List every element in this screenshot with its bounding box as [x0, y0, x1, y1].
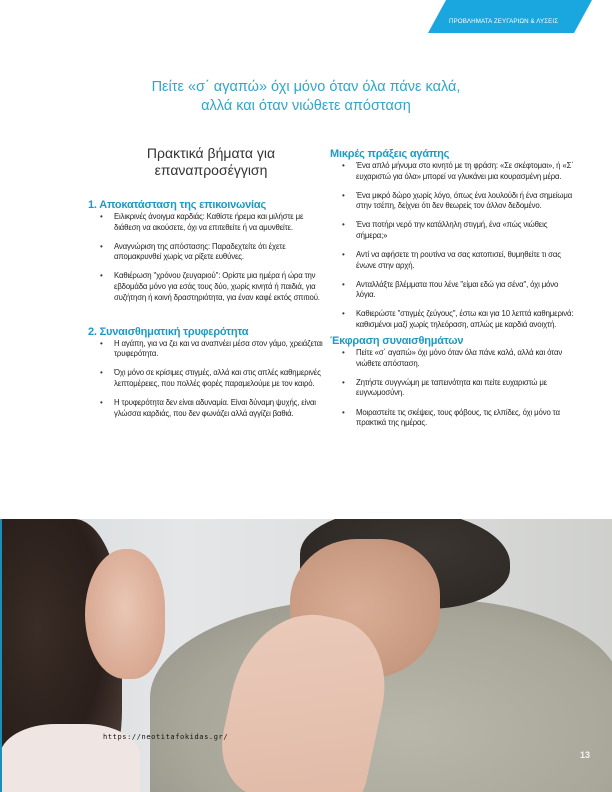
headline-line-2: αλλά και όταν νιώθετε απόσταση [201, 98, 411, 114]
left-column [88, 145, 328, 428]
list-item: • Καθιέρωση "χρόνου ζευγαριού": Ορίστε μια ημέρα ή ώρα την εβδομάδα μόνο για εσάς τους δύο, χωρίς κινητά ή παιδιά, για συζήτηση ή κοινή δραστηριότητα, για έναν καφέ εκτός σπιτιού. [100, 271, 328, 303]
header-banner [428, 0, 592, 33]
photo-woman-face [85, 549, 165, 679]
list-item: • Όχι μόνο σε κρίσιμες στιγμές, αλλά και στις απλές καθημερινές λεπτομέρειες, που πολλές φορές παραμελούμε με τον καιρό. [100, 368, 328, 389]
list-item: • Ένα ποτήρι νερό την κατάλληλη στιγμή, ένα «πώς νιώθεις σήμερα;» [342, 220, 575, 241]
list-item: • Η αγάπη, για να ζει και να αναπνέει μέσα στον γάμο, χρειάζεται τρυφερότητα. [100, 339, 328, 360]
section-title-expressing-feelings: Έκφραση συναισθημάτων [330, 335, 464, 348]
list-item: • Ένα απλό μήνυμα στο κινητό με τη φράση: «Σε σκέφτομαι», ή «Σ΄ ευχαριστώ για όλα» μπορεί να γλυκάνει μια κουρασμένη μέρα. [342, 161, 575, 182]
couple-photo [0, 519, 612, 792]
section-title-tenderness: 2. Συναισθηματική τρυφερότητα [88, 325, 249, 338]
bullet-list-tenderness [88, 339, 328, 420]
list-item: • Καθιερώστε "στιγμές ζεύγους", έστω και για 10 λεπτά καθημερινά: καθισμένοι μαζί χωρίς τηλεόραση, απλώς με καρδιά ανοιχτή. [342, 309, 575, 330]
page-headline [0, 78, 612, 116]
right-column [330, 148, 575, 437]
section-title-communication: 1. Αποκατάσταση της επικοινωνίας [88, 199, 267, 211]
source-url[interactable]: https://neotitafokidas.gr/ [103, 733, 229, 741]
section-subtitle [106, 145, 316, 179]
list-item: • Πείτε «σ΄ αγαπώ» όχι μόνο όταν όλα πάνε καλά, αλλά και όταν νιώθετε απόσταση. [342, 348, 575, 369]
list-item: • Ζητήστε συγγνώμη με ταπεινότητα και πείτε ευχαριστώ με ευγνωμοσύνη. [342, 378, 575, 399]
list-item: • Ανταλλάξτε βλέμματα που λένε "είμαι εδώ για σένα", όχι μόνο λόγια. [342, 280, 575, 301]
list-item: • Η τρυφερότητα δεν είναι αδυναμία. Είναι δύναμη ψυχής, είναι γλώσσα καρδιάς, που δεν φωνάζει αλλά αγγίζει βαθιά. [100, 398, 328, 419]
bullet-list-communication [88, 212, 328, 303]
header-banner-text: ΠΡΟΒΛΗΜΑΤΑ ΖΕΥΓΑΡΙΩΝ & ΛΥΣΕΙΣ [449, 18, 559, 25]
list-item: • Αντί να αφήσετε τη ρουτίνα να σας κατοπισεί, θυμηθείτε τι σας ένωνε στην αρχή. [342, 250, 575, 271]
headline-line-1: Πείτε «σ΄ αγαπώ» όχι μόνο όταν όλα πάνε καλά, [151, 79, 461, 95]
list-item: • Αναγνώριση της απόστασης: Παραδεχτείτε ότι έχετε απομακρυνθεί χωρίς να ρίξετε ευθύνες. [100, 242, 328, 263]
section-title-small-acts: Μικρές πράξεις αγάπης [330, 148, 450, 160]
bullet-list-small-acts [330, 161, 575, 331]
page-number: 13 [580, 750, 591, 760]
bullet-list-expressing-feelings [330, 348, 575, 429]
list-item: • Ειλικρινές άνοιγμα καρδιάς: Καθίστε ήρεμα και μιλήστε με διάθεση να ακούσετε, όχι να επιτεθείτε ή να αμυνθείτε. [100, 212, 328, 233]
photo-blue-edge [0, 519, 2, 792]
list-item: • Μοιραστείτε τις σκέψεις, τους φόβους, τις ελπίδες, όχι μόνο τα πρακτικά της ημέρας. [342, 408, 575, 429]
subtitle-line-1: Πρακτικά βήματα για [146, 145, 276, 161]
subtitle-line-2: επαναπροσέγγιση [154, 162, 268, 178]
list-item: • Ένα μικρό δώρο χωρίς λόγο, όπως ένα λουλούδι ή ένα σημείωμα στην τσέπη, δείχνει ότι δεν θεωρείς τον άλλον δεδομένο. [342, 191, 575, 212]
